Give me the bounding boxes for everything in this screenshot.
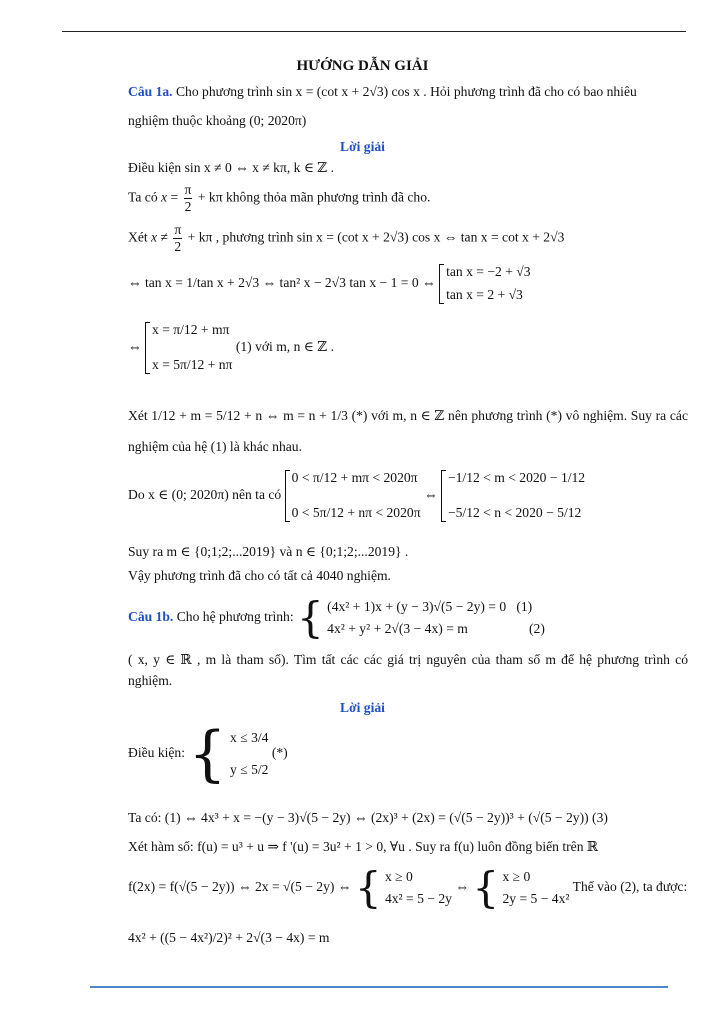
q1a-line-2-post: + kπ không thỏa mãn phương trình đã cho. <box>197 189 431 205</box>
q1b-line-3-system-b: x ≥ 0 2y = 5 − 4x² <box>502 869 570 906</box>
q1a-line-8: Do x ∈ (0; 2020π) nên ta có 0 < π/12 + mπ < 2020π 0 < 5π/12 + nπ < 2020π ⇔ −1/12 < m < 2020 − 1/12 −5/12 < n < 2020 − 5/12 <box>128 470 586 520</box>
q1b-line-1: Ta có: (1) ⇔ 4x³ + x = −(y − 3)√(5 − 2y) ⇔ (2x)³ + (2x) = (√(5 − 2y))³ + (√(5 − 2y)) (3) <box>128 810 608 825</box>
q1b-condition-tag: (*) <box>271 745 288 761</box>
q1a-line-5-post: (1) với m, n ∈ ℤ . <box>235 339 334 355</box>
q1a-line-9: Suy ra m ∈ {0;1;2;...2019} và n ∈ {0;1;2;...2019} . <box>128 544 409 559</box>
q1b-stem-3: nghiệm. <box>128 673 173 688</box>
q1a-line-3-pre: Xét <box>128 229 148 245</box>
q1a-line-6: Xét 1/12 + m = 5/12 + n ⇔ m = n + 1/3 (*) với m, n ∈ ℤ nên phương trình (*) vô nghiệm. Suy ra các <box>128 408 688 423</box>
q1a-line-3-post: + kπ , phương trình sin x = (cot x + 2√3) cos x ⇔ tan x = cot x + 2√3 <box>187 229 565 245</box>
q1b-line-3-system-a: x ≥ 0 4x² = 5 − 2y <box>384 869 452 906</box>
brace-icon: { <box>354 862 382 912</box>
q1b-label: Câu 1b. <box>128 608 174 624</box>
q1a-line-2-pre: Ta có <box>128 189 158 205</box>
q1a-label: Câu 1a. <box>128 84 173 99</box>
q1b-condition-pre: Điều kiện: <box>128 745 186 761</box>
q1b-stem-2: ( x, y ∈ ℝ , m là tham số). Tìm tất các các giá trị nguyên của tham số m để hệ phương trình có <box>128 652 688 667</box>
footer-rule <box>90 986 668 988</box>
q1a-line-4-text: ⇔ tan x = 1/tan x + 2√3 ⇔ tan² x − 2√3 tan x − 1 = 0 ⇔ <box>128 275 436 291</box>
q1b-system: (4x² + 1)x + (y − 3)√(5 − 2y) = 0 (1) 4x² + y² + 2√(3 − 4x) = m (2) <box>327 599 545 636</box>
q1b-line-3-post: Thế vào (2), ta được: <box>572 878 688 894</box>
q1a-stem-text: Cho phương trình sin x = (cot x + 2√3) cos x . Hỏi phương trình đã cho có bao nhiêu <box>175 84 637 99</box>
brace-icon: { <box>472 862 500 912</box>
q1a-line-5-system: x = π/12 + mπ x = 5π/12 + nπ <box>145 322 232 374</box>
q1a-line-2: Ta có x = $\frac{\pi}{2}$ + kπ không thỏa mãn phương trình đã cho. <box>128 182 431 214</box>
q1b-stem <box>128 592 545 642</box>
q1a-line-7: nghiệm của hệ (1) là khác nhau. <box>128 439 303 454</box>
fraction-pi-over-2: $\frac{\pi}{2}$ <box>184 182 192 214</box>
q1b-line-2: Xét hàm số: f(u) = u³ + u ⇒ f '(u) = 3u² + 1 > 0, ∀u . Suy ra f(u) luôn đồng biến trên ℝ <box>128 839 599 854</box>
q1a-solution-header: Lời giải <box>340 139 385 154</box>
brace-icon: { <box>297 592 324 642</box>
q1a-line-3: Xét x ≠ $\frac{\pi}{2}$ + kπ , phương trình sin x = (cot x + 2√3) cos x ⇔ tan x = cot x + 2√3 <box>128 222 565 254</box>
brace-icon: { <box>188 719 227 789</box>
q1b-line-3: f(2x) = f(√(5 − 2y)) ⇔ 2x = √(5 − 2y) ⇔ { x ≥ 0 4x² = 5 − 2y ⇔ { x ≥ 0 2y = 5 − 4x² Thế vào (2), ta được: <box>128 862 688 912</box>
q1a-line-8-system-a: 0 < π/12 + mπ < 2020π 0 < 5π/12 + nπ < 2020π <box>285 470 421 522</box>
q1b-solution-header: Lời giải <box>340 700 385 715</box>
q1a-stem-2: nghiệm thuộc khoảng (0; 2020π) <box>128 113 307 128</box>
header-rule <box>62 31 686 32</box>
q1a-line-8-system-b: −1/12 < m < 2020 − 1/12 −5/12 < n < 2020 − 5/12 <box>441 470 585 522</box>
q1b-condition <box>128 719 288 789</box>
page-title: HƯỚNG DẪN GIẢI <box>296 58 429 74</box>
q1b-line-4: 4x² + ((5 − 4x²)/2)² + 2√(3 − 4x) = m <box>128 930 330 945</box>
q1a-condition: Điều kiện sin x ≠ 0 ⇔ x ≠ kπ, k ∈ ℤ . <box>128 160 335 175</box>
q1b-condition-system: x ≤ 3/4 y ≤ 5/2 <box>230 730 269 777</box>
q1a-stem <box>128 84 688 101</box>
q1a-line-4-system: tan x = −2 + √3 tan x = 2 + √3 <box>439 264 530 304</box>
q1a-line-10: Vậy phương trình đã cho có tất cả 4040 nghiệm. <box>128 568 391 583</box>
q1a-line-5: ⇔ x = π/12 + mπ x = 5π/12 + nπ (1) với m, n ∈ ℤ . <box>128 322 334 372</box>
fraction-pi-over-2-b: $\frac{\pi}{2}$ <box>174 222 182 254</box>
q1a-line-4 <box>128 264 531 304</box>
q1b-stem-pre: Cho hệ phương trình: <box>176 608 294 624</box>
q1a-line-8-pre: Do x ∈ (0; 2020π) nên ta có <box>128 487 282 503</box>
q1b-line-3-text: f(2x) = f(√(5 − 2y)) ⇔ 2x = √(5 − 2y) ⇔ <box>128 878 352 894</box>
